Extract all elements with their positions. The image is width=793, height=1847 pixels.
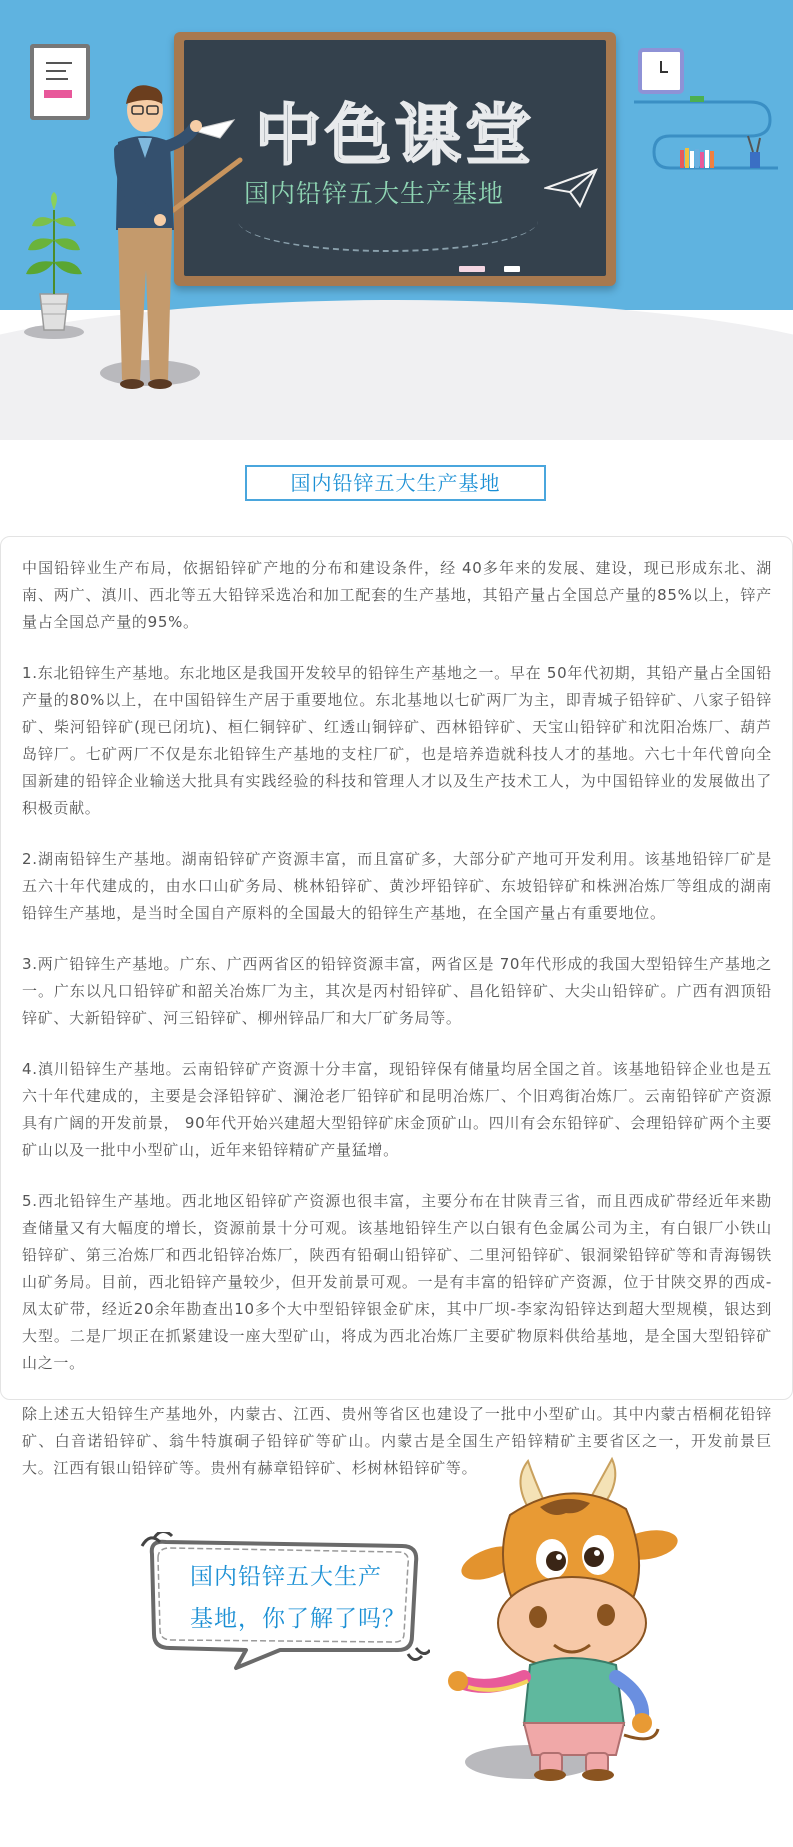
- article-paragraph: 1.东北铅锌生产基地。东北地区是我国开发较早的铅锌生产基地之一。早在 50年代初期，其铅产量占全国铅产量的80%以上，在中国铅锌生产居于重要地位。东北基地以七矿两厂为主，即青城子铅锌矿、八家子铅锌矿、柴河铅锌矿(现已闭坑)、桓仁铜锌矿、红透山铜锌矿、西林铅锌矿、天宝山铅锌矿和沈阳冶炼厂、葫芦岛锌厂。七矿两厂不仅是东北铅锌生产基地的支柱厂矿，也是培养造就科技人才的基地。六七十年代曾向全国新建的铅锌企业输送大批具有实践经验的科技和管理人才以及生产技术工人，为中国铅锌业的发展做出了积极贡献。: [22, 664, 772, 817]
- speech-bubble-text: [190, 1556, 410, 1640]
- article-paragraph: 4.滇川铅锌生产基地。云南铅锌矿产资源十分丰富，现铅锌保有储量均居全国之首。该基地铅锌企业也是五六十年代建成的，主要是会泽铅锌矿、澜沧老厂铅锌矿和昆明冶炼厂、个旧鸡街冶炼厂。云南铅锌矿产资源具有广阔的开发前景， 90年代开始兴建超大型铅锌矿床金顶矿山。四川有会东铅锌矿、会理铅锌矿两个主要矿山以及一批中小型矿山，近年来铅锌精矿产量猛增。: [22, 1060, 772, 1159]
- note-icon: [30, 44, 90, 120]
- shelf-icon: [630, 96, 780, 176]
- article-paragraph: 3.两广铅锌生产基地。广东、广西两省区的铅锌资源丰富，两省区是 70年代形成的我国大型铅锌生产基地之一。广东以凡口铅锌矿和韶关冶炼厂为主，其次是丙村铅锌矿、昌化铅锌矿、大尖山铅锌矿。广西有泗顶铅锌矿、大新铅锌矿、河三铅锌矿、柳州锌品厂和大厂矿务局等。: [22, 955, 772, 1027]
- ox-mascot-illustration: [420, 1455, 680, 1785]
- article-paragraph: 5.西北铅锌生产基地。西北地区铅锌矿产资源也很丰富，主要分布在甘陕青三省，而且西成矿带经近年来勘查储量又有大幅度的增长，资源前景十分可观。该基地铅锌生产以白银有色金属公司为主，有白银厂小铁山铅锌矿、第三冶炼厂和西北铅锌冶炼厂，陕西有铅硐山铅锌矿、二里河铅锌矿、银洞梁铅锌矿等和青海锡铁山矿务局。目前，西北铅锌产量较少，但开发前景可观。一是有丰富的铅锌矿产资源，位于甘陕交界的西成-凤太矿带，经近20余年勘查出10多个大中型铅锌银金矿床，其中厂坝-李家沟铅锌达到超大型规模，银达到大型。二是厂坝正在抓紧建设一座大型矿山，将成为西北冶炼厂主要矿物原料供给基地，是全国大型铅锌矿山之一。: [22, 1192, 772, 1372]
- paper-plane-icon: [544, 168, 598, 208]
- bubble-line: 国内铅锌五大生产: [190, 1564, 382, 1590]
- chalk-piece: [504, 266, 520, 272]
- banner-subtitle: 国内铅锌五大生产基地: [244, 179, 505, 208]
- article-paragraph: 2.湖南铅锌生产基地。湖南铅锌矿产资源丰富，而且富矿多，大部分矿产地可开发利用。该基地铅锌厂矿是五六十年代建成的，由水口山矿务局、桃林铅锌矿、黄沙坪铅锌矿、东坡铅锌矿和株洲冶炼厂等组成的湖南铅锌生产基地，是当时全国自产原料的全国最大的铅锌生产基地，在全国产量占有重要地位。: [22, 850, 772, 922]
- banner: [0, 0, 793, 440]
- article-body: [0, 536, 793, 1477]
- banner-title: 中色课堂: [255, 97, 535, 174]
- chalk-piece: [459, 266, 485, 272]
- clock-icon: [638, 48, 684, 94]
- article-paragraph: 除上述五大铅锌生产基地外，内蒙古、江西、贵州等省区也建设了一批中小型矿山。其中内蒙古梧桐花铅锌矿、白音诺铅锌矿、翁牛特旗硐子铅锌矿等矿山。内蒙古是全国生产铅锌精矿主要省区之一，开发前景巨大。江西有银山铅锌矿等。贵州有赫章铅锌矿、杉树林铅锌矿等。: [22, 1405, 772, 1477]
- section-heading: 国内铅锌五大生产基地: [245, 465, 546, 501]
- bubble-line: 基地，你了解了吗？: [190, 1606, 406, 1632]
- teacher-illustration: [90, 80, 250, 400]
- article-paragraph: 中国铅锌业生产布局，依据铅锌矿产地的分布和建设条件，经 40多年来的发展、建设，现已形成东北、湖南、两广、滇川、西北等五大铅锌采选冶和加工配套的生产基地，其铅产量占全国总产量的85%以上，锌产量占全国总产量的95%。: [22, 559, 772, 631]
- plant-icon: [18, 190, 88, 340]
